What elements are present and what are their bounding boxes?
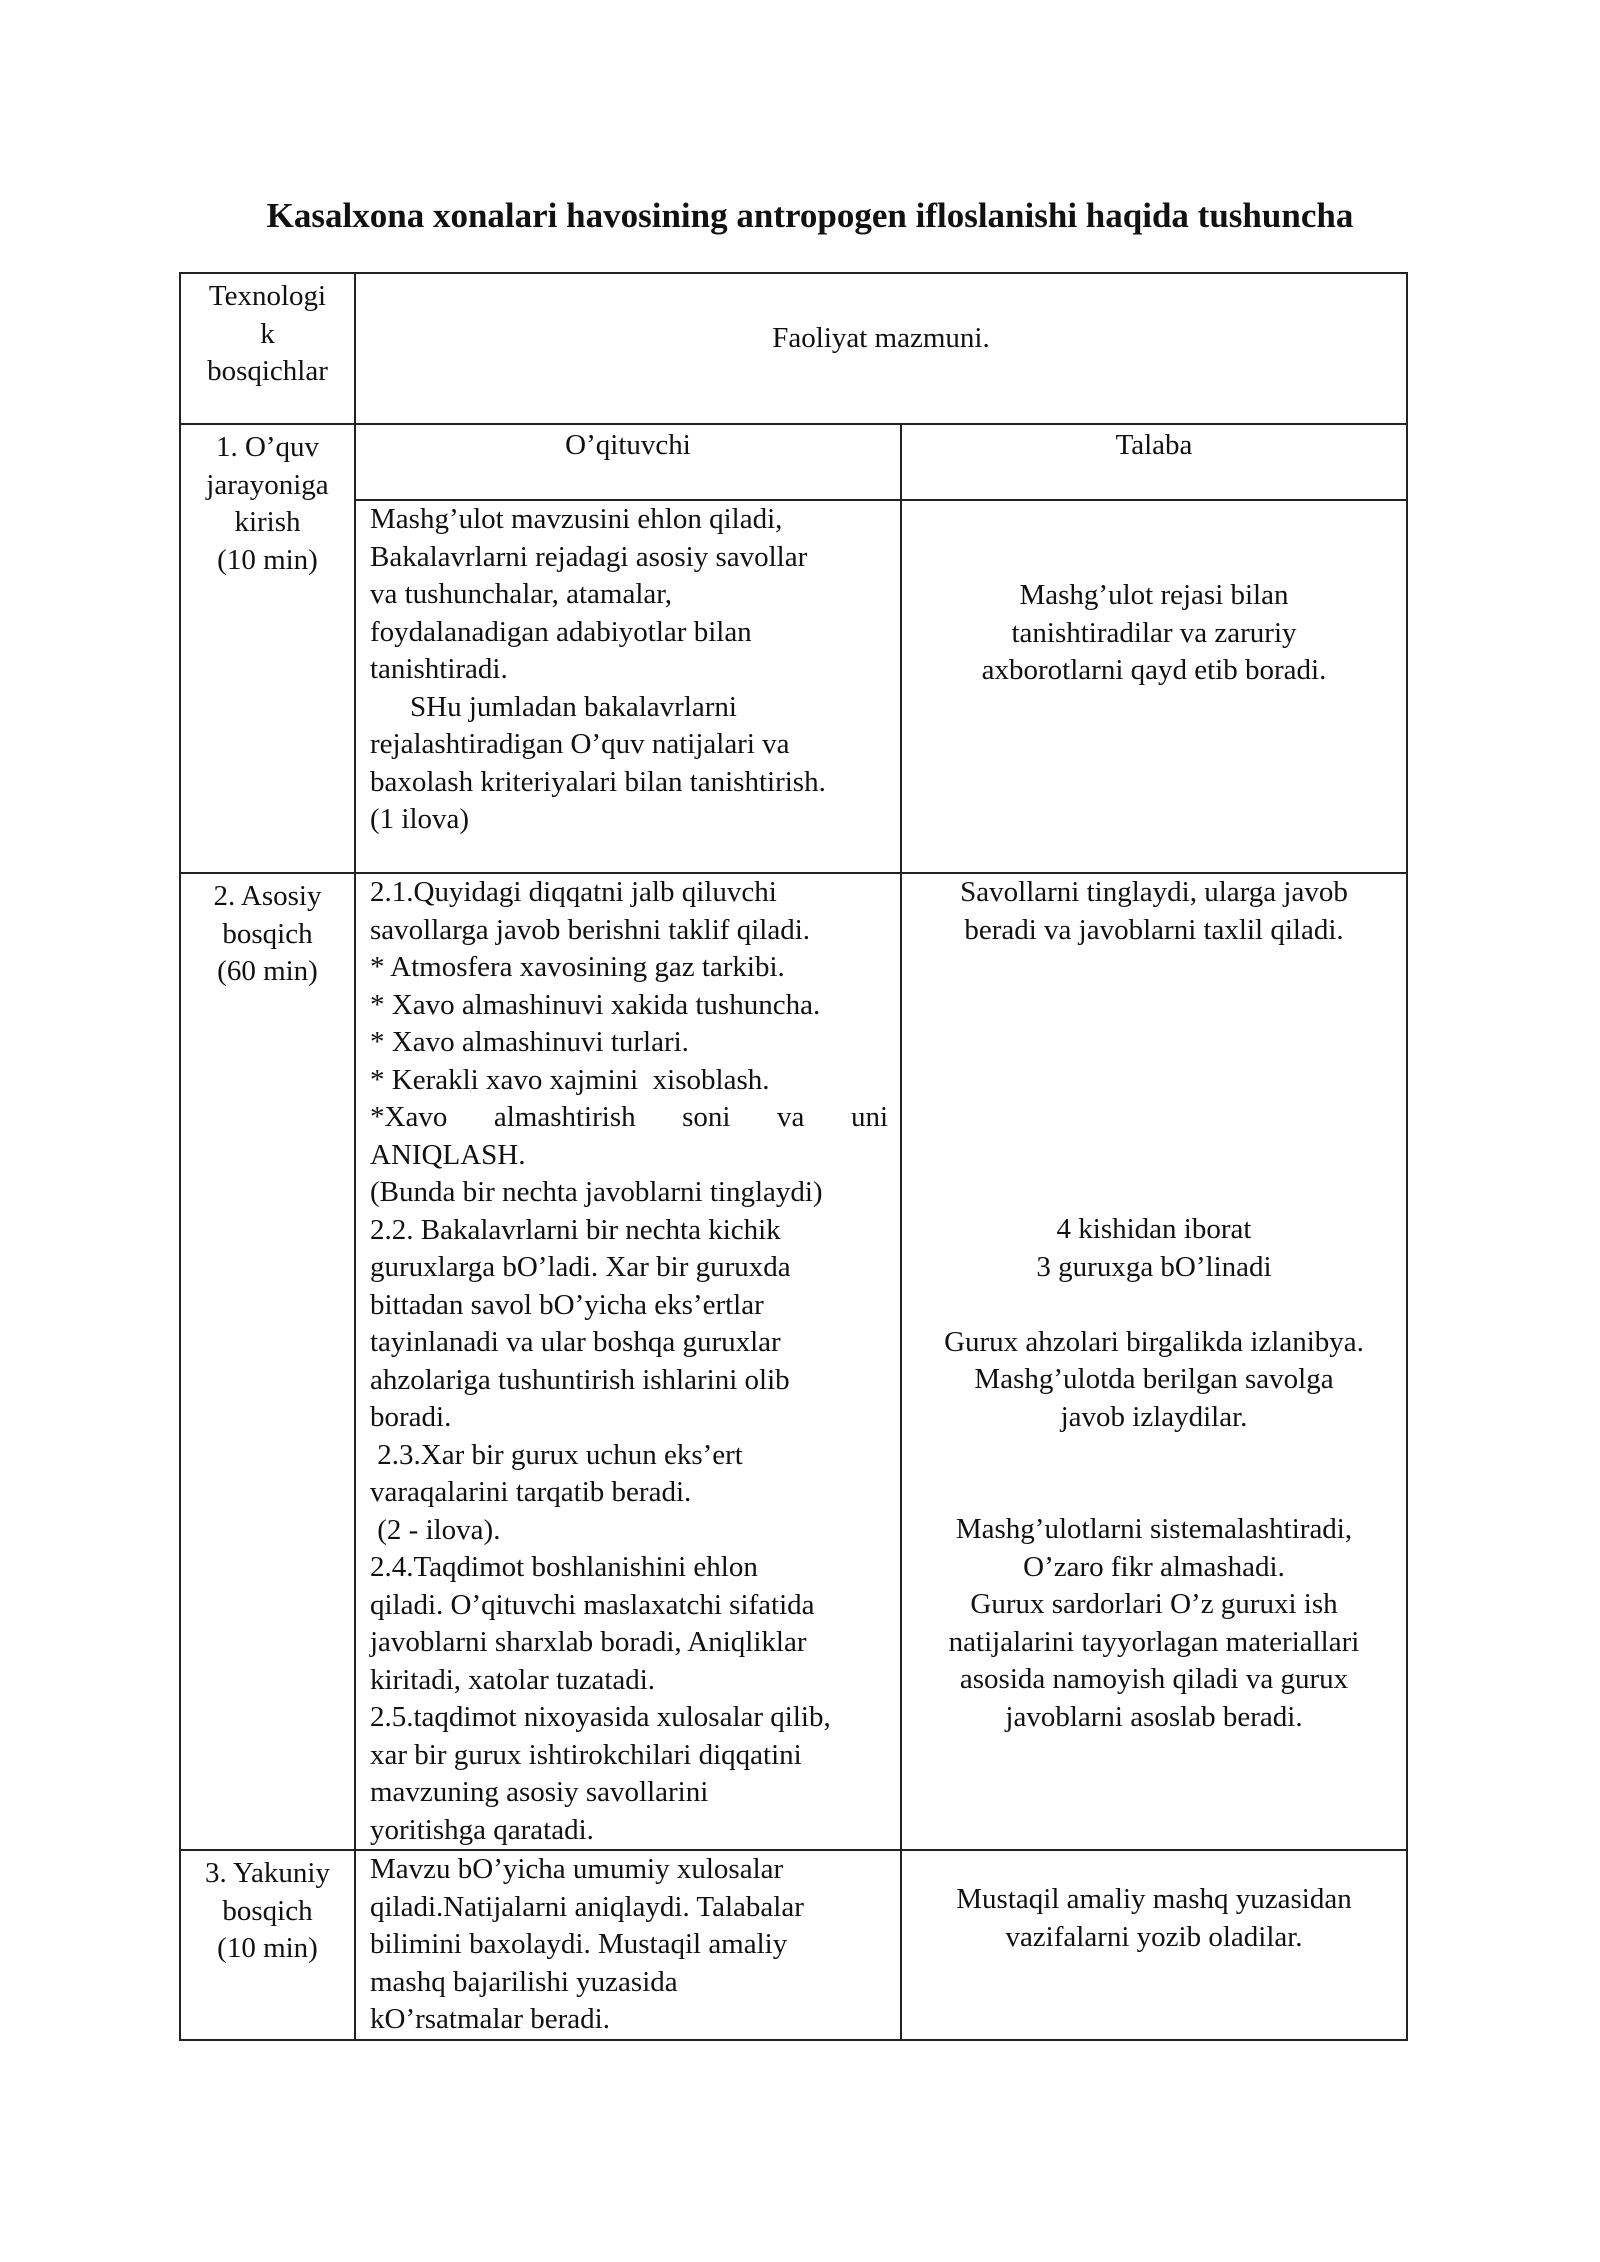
student-text-line: Gurux ahzolari birgalikda izlanibya. [944,1325,1364,1358]
teacher-cell-1 [355,500,901,873]
student-cell-3 [901,1850,1407,2040]
teacher-text-line: javoblarni sharxlab boradi, Aniqliklar [370,1626,807,1658]
teacher-header-cell [355,424,901,500]
stage-line: bosqich [222,1894,313,1927]
table-row [180,1850,1407,2040]
table-header-row [180,273,1407,424]
teacher-text-line: qiladi.Natijalarni aniqlaydi. Talabalar [370,1890,804,1923]
student-text-line: Mashg’ulotda berilgan savolga [974,1363,1334,1395]
stage-line: (60 min) [217,955,318,987]
teacher-label: O’qituvchi [565,429,691,461]
student-cell-2 [901,873,1407,1850]
teacher-text-line: savollarga javob berishni taklif qiladi. [370,913,810,946]
table-row [180,500,1407,873]
student-text-line: Mashg’ulot rejasi bilan [1019,579,1289,611]
teacher-cell-2 [355,873,901,1850]
teacher-text-line: * Xavo almashinuvi xakida tushuncha. [370,988,821,1021]
teacher-text-line: mavzuning asosiy savollarini [370,1776,709,1808]
document-title: Kasalxona xonalari havosining antropogen ifloslanishi haqida tushuncha [266,196,1354,235]
stage-line: 3. Yakuniy [205,1857,330,1889]
teacher-text-line: tanishtiradi. [370,653,508,685]
teacher-text-line: va tushunchalar, atamalar, [370,578,673,610]
stage-cell-2 [180,873,355,1850]
stage-line: (10 min) [217,1932,318,1964]
stages-label-line: k [260,317,275,350]
student-label: Talaba [1115,429,1193,461]
stage-cell-3 [180,1850,355,2040]
student-header-cell [901,424,1407,500]
teacher-text-line: (2 - ilova). [370,1513,501,1546]
student-text-line: asosida namoyish qiladi va gurux [959,1663,1349,1695]
teacher-text-line: ahzolariga tushuntirish ishlarini olib [370,1363,790,1396]
teacher-text-line: varaqalarini tarqatib beradi. [370,1476,692,1508]
teacher-text-line: 2.5.taqdimot nixoyasida xulosalar qilib, [370,1701,831,1733]
student-text-line: natijalarini tayyorlagan materiallari [948,1625,1360,1658]
stage-cell-1 [180,424,355,873]
teacher-text-line: Mashg’ulot mavzusini ehlon qiladi, [370,503,783,535]
stages-header-cell [180,273,355,424]
student-text-line: Mashg’ulotlarni sistemalashtiradi, [955,1513,1353,1545]
teacher-text-line: SHu jumladan bakalavrlarni [410,690,737,723]
stage-line: 1. O’quv [215,431,320,463]
teacher-text-line: boradi. [370,1401,452,1433]
teacher-text-line: * Kerakli xavo xajmini xisoblash. [370,1063,770,1096]
student-text-line: javoblarni asoslab beradi. [1005,1700,1303,1733]
teacher-text-line: 2.4.Taqdimot boshlanishini ehlon [370,1551,758,1583]
teacher-text-line: xar bir gurux ishtirokchilari diqqatini [370,1738,802,1771]
teacher-text-line: (Bunda bir nechta javoblarni tinglaydi) [370,1176,823,1208]
teacher-text-line: 2.3.Xar bir gurux uchun eks’ert [370,1438,743,1471]
teacher-text-line: bittadan savol bO’yicha eks’ertlar [370,1288,764,1321]
student-text-line: O’zaro fikr almashadi. [1023,1550,1285,1583]
teacher-text-line: yoritishga qaratadi. [370,1813,594,1846]
student-text-line: beradi va javoblarni taxlil qiladi. [964,913,1344,946]
student-text-line: Mustaqil amaliy mashq yuzasidan [956,1883,1352,1915]
teacher-text-line: 2.1.Quyidagi diqqatni jalb qiluvchi [370,876,777,908]
teacher-text-line: kiritadi, xatolar tuzatadi. [370,1663,656,1696]
table-row [180,424,1407,500]
teacher-text-line: tayinlanadi va ular boshqa guruxlar [370,1326,781,1358]
student-cell-1 [901,500,1407,873]
stage-line: bosqich [222,917,313,950]
teacher-text-line: Bakalavrlarni rejadagi asosiy savollar [370,540,808,573]
stage-line: 2. Asosiy [213,880,322,912]
student-text-line: tanishtiradilar va zaruriy [1011,616,1297,649]
teacher-text-line: bilimini baxolaydi. Mustaqil amaliy [370,1928,788,1960]
teacher-text-line: (1 ilova) [370,803,470,835]
teacher-cell-3 [355,1850,901,2040]
teacher-text-line: mashq bajarilishi yuzasida [370,1965,678,1998]
student-text-line: 4 kishidan iborat [1056,1213,1252,1245]
student-text-line: axborotlarni qayd etib boradi. [981,654,1327,686]
teacher-text-line: *Xavo almashtirish soni va uni [370,1101,888,1133]
teacher-text-line: kO’rsatmalar beradi. [370,2003,610,2035]
teacher-text-line: * Xavo almashinuvi turlari. [370,1026,689,1058]
activity-header-cell [355,273,1407,424]
lesson-plan-table [179,272,1408,2041]
table-row [180,873,1407,1850]
stage-line: (10 min) [217,543,318,576]
teacher-text-line: baxolash kriteriyalari bilan tanishtirish. [370,765,826,798]
teacher-text-line: qiladi. O’qituvchi maslaxatchi sifatida [370,1588,815,1621]
student-text-line: vazifalarni yozib oladilar. [1005,1920,1303,1953]
stages-label-line: bosqichlar [207,355,328,387]
student-text-line: Savollarni tinglaydi, ularga javob [960,876,1348,908]
teacher-text-line: rejalashtiradigan O’quv natijalari va [370,728,790,760]
teacher-text-line: 2.2. Bakalavrlarni bir nechta kichik [370,1213,781,1246]
teacher-text-line: ANIQLASH. [370,1138,526,1171]
student-text-line: Gurux sardorlari O’z guruxi ish [970,1588,1338,1620]
teacher-text-line: foydalanadigan adabiyotlar bilan [370,615,752,648]
activity-label: Faoliyat mazmuni. [772,321,990,354]
stage-line: jarayoniga [206,468,329,501]
teacher-text-line: * Atmosfera xavosining gaz tarkibi. [370,951,785,983]
stages-label-line: Texnologi [208,280,327,312]
stage-line: kirish [234,506,301,538]
teacher-text-line: guruxlarga bO’ladi. Xar bir guruxda [370,1251,791,1283]
student-text-line: 3 guruxga bO’linadi [1036,1250,1272,1283]
student-text-line: javob izlaydilar. [1060,1400,1248,1433]
teacher-text-line: Mavzu bO’yicha umumiy xulosalar [370,1853,784,1885]
